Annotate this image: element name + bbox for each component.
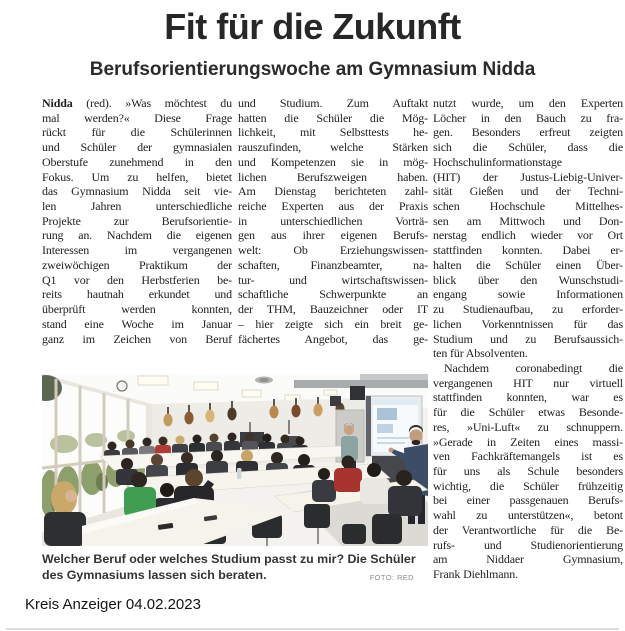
text-line: mal werden?« Diese Frage bbox=[42, 110, 232, 125]
text-line: und Kompetenzen sie in mög- bbox=[238, 154, 428, 169]
text-line: Projekte zur Berufsorientie- bbox=[42, 213, 232, 228]
text-line: lichkeit, mit Selbsttests he- bbox=[238, 125, 428, 140]
photo-caption bbox=[42, 551, 428, 583]
text-line: rückt für die Schülerinnen bbox=[42, 125, 232, 140]
text-line: Nachdem coronabedingt die bbox=[444, 360, 623, 375]
text-line: sen am Mittwoch und Don- bbox=[433, 213, 623, 228]
text-line: zu Studienaufbau, zu erforder- bbox=[433, 302, 623, 317]
text-line: stand eine Woche im Januar bbox=[42, 316, 232, 331]
text-line: – hier zeigte sich ein breit ge- bbox=[238, 316, 428, 331]
text-line: Löcher in den Bauch zu fra- bbox=[433, 110, 623, 125]
text-line: der Verantwortliche für die Be- bbox=[433, 522, 623, 537]
text-line: ten für Absolventen. bbox=[433, 346, 528, 361]
article-column-3 bbox=[433, 96, 623, 582]
text-line: bei einer passgenauen Berufs- bbox=[433, 493, 623, 508]
clipping-bottom-edge bbox=[6, 628, 619, 630]
caption-line-1: Welcher Beruf oder welches Studium passt zu mir? Die Schüler bbox=[42, 552, 416, 566]
text-line: »Gerade in Zeiten eines massi- bbox=[433, 434, 623, 449]
text-line: welt: Ob Erziehungswissen- bbox=[238, 243, 428, 258]
text-line: nerstag endlich wieder vor Ort bbox=[433, 228, 623, 243]
text-line: stattfinden konnten, war es bbox=[433, 390, 623, 405]
text-line: Am Dienstag berichteten zahl- bbox=[238, 184, 428, 199]
text-line: lichen Berufszweigen haben. bbox=[238, 169, 428, 184]
text-line: fächertes Angebot, das ge- bbox=[238, 331, 428, 346]
text-line: stattfinden konnten. Dabei er- bbox=[433, 243, 623, 258]
text-line: reiche Experten aus der Praxis bbox=[238, 199, 428, 214]
text-line: res, »Uni-Luft« zu schnuppern. bbox=[433, 419, 623, 434]
article-column-2 bbox=[238, 96, 428, 346]
text-line: halten die Schüler einen Über- bbox=[433, 257, 623, 272]
text-line: tur- und wirtschaftswissen- bbox=[238, 272, 428, 287]
text-line: gen aus ihrer eigenen Berufs- bbox=[238, 228, 428, 243]
text-line: ganz im Zeichen von Beruf bbox=[42, 331, 232, 346]
text-line: schaftliche Schwerpunkte an bbox=[238, 287, 428, 302]
text-line: sich die Schüler, dass die bbox=[433, 140, 623, 155]
text-line: und Schüler der gymnasialen bbox=[42, 140, 232, 155]
text-line: für uns als Schule besonders bbox=[433, 463, 623, 478]
source-line: Kreis Anzeiger 04.02.2023 bbox=[25, 596, 201, 613]
text-line: das Gymnasium Nidda seit vie- bbox=[42, 184, 232, 199]
text-line: (HIT) der Justus-Liebig-Univer- bbox=[433, 169, 623, 184]
text-line: rauszufinden, welche Stärken bbox=[238, 140, 428, 155]
classroom-photo-illustration bbox=[42, 374, 428, 546]
text-line: nutzt wurde, um den Experten bbox=[433, 96, 623, 110]
text-line: überprüft werden konnten, bbox=[42, 302, 232, 317]
article-column-1 bbox=[42, 96, 232, 346]
text-line: engang sowie Informationen bbox=[433, 287, 623, 302]
text-line: wahl zu unterstützen«, betont bbox=[433, 508, 623, 523]
photo-credit: FOTO: RED bbox=[369, 573, 414, 582]
text-line: und Studium. Zum Auftakt bbox=[238, 96, 428, 110]
text-line: lichen Vorkenntnissen für das bbox=[433, 316, 623, 331]
text-line: len Jahren unterschiedliche bbox=[42, 199, 232, 214]
caption-line-2: des Gymnasiums lassen sich beraten. FOTO: RED bbox=[42, 567, 428, 583]
article-headline: Fit für die Zukunft bbox=[164, 6, 461, 47]
text-line: ven Fachkräftemangels ist es bbox=[433, 449, 623, 464]
speaker-box bbox=[350, 386, 365, 400]
text-line: Frank Diehlmann. bbox=[433, 567, 518, 581]
text-line: sität Gießen und der Techni- bbox=[433, 184, 623, 199]
text-line: Q1 vor den Herbstferien be- bbox=[42, 272, 232, 287]
text-line: schen Hochschule Mittelhes- bbox=[433, 199, 623, 214]
article-subheadline: Berufsorientierungswoche am Gymnasium Nidda bbox=[89, 59, 536, 80]
text-line: wichtig, die Schüler frühzeitig bbox=[433, 478, 623, 493]
text-line: rufs- und Studienorientierung bbox=[433, 537, 623, 552]
text-line: in unterschiedlichen Vorträ- bbox=[238, 213, 428, 228]
text-line: für die Schüler etwas Besonde- bbox=[433, 405, 623, 420]
text-line: Hochschulinformationstage bbox=[433, 154, 562, 169]
article-photo bbox=[42, 374, 428, 546]
text-line: Nidda (red). »Was möchtest du bbox=[42, 96, 232, 110]
water-bottle bbox=[237, 468, 242, 479]
text-line: rung an. Nachdem die eigenen bbox=[42, 228, 232, 243]
text-line: schaften, Finanzbeamter, na- bbox=[238, 257, 428, 272]
text-line: Oberstufe zunehmend in den bbox=[42, 154, 232, 169]
wall-clock bbox=[117, 381, 127, 391]
text-line: vergangenen HIT nur virtuell bbox=[433, 375, 623, 390]
text-line: Fokus. Um zu helfen, bietet bbox=[42, 169, 232, 184]
text-line: zweiwöchigen Praktikum der bbox=[42, 257, 232, 272]
text-line: am Niddaer Gymnasium, bbox=[433, 552, 623, 567]
text-line: blick über den Wunschstudi- bbox=[433, 272, 623, 287]
text-line: hatten die Schüler die Mög- bbox=[238, 110, 428, 125]
text-line: Interessen im vergangenen bbox=[42, 243, 232, 258]
text-line: gen. Besonders erfreut zeigten bbox=[433, 125, 623, 140]
text-line: reits hautnah erkundet und bbox=[42, 287, 232, 302]
text-line: der THM, Bauzeichner oder IT bbox=[238, 302, 428, 317]
text-line: Studium und zu Berufsaussich- bbox=[433, 331, 623, 346]
